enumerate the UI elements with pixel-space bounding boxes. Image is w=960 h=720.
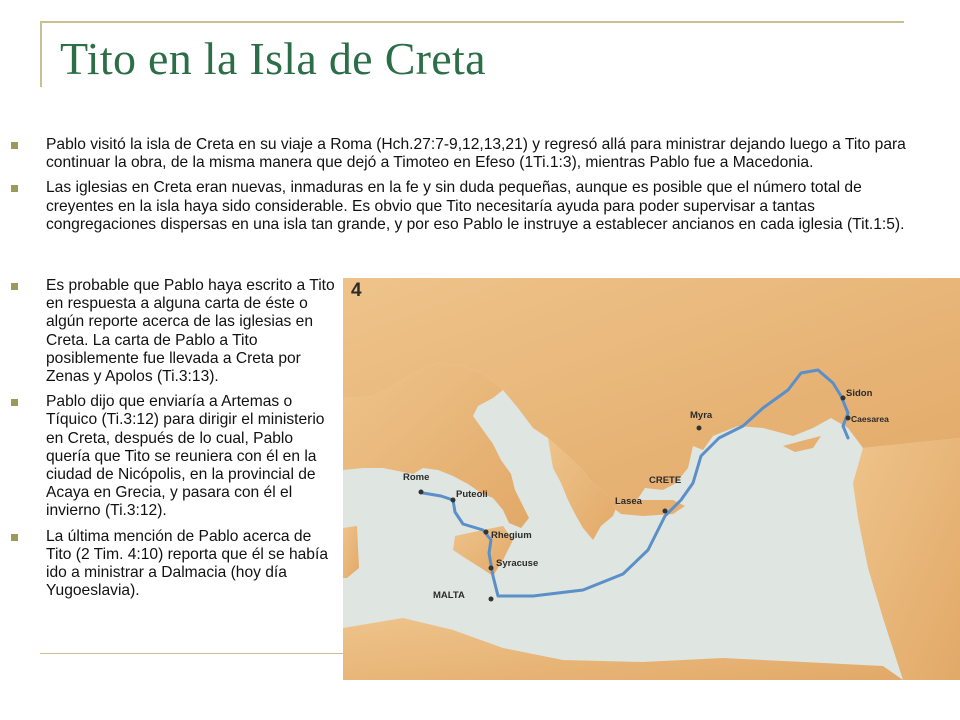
bullet-text: Pablo dijo que enviaría a Artemas o Tíquico (Ti.3:12) para dirigir el ministerio en Creta, después de lo cual, Pablo quería que Tito se reuniera con él en la ciudad de Nicópolis, en la provincial de Acaya en Grecia, y pasara con él el invierno (Ti.3:12).	[46, 393, 325, 520]
bullet-text: La última mención de Pablo acerca de Tito (2 Tim. 4:10) reporta que él se había ido a ministrar a Dalmacia (hoy día Yugoeslavia).	[46, 527, 328, 600]
bullet-text: Pablo visitó la isla de Creta en su viaje a Roma (Hch.27:7-9,12,13,21) y regresó allá para ministrar dejando luego a Tito para continuar la obra, de la misma manera que dejó a Timoteo en Efeso (1Ti.1:3), mientras Pablo fue a Macedonia.	[46, 136, 906, 172]
journey-map	[343, 278, 960, 680]
square-bullet-icon	[11, 142, 18, 149]
bullet-list-top	[8, 136, 928, 241]
bullet-list-left	[8, 277, 340, 607]
city-dot-rome	[419, 490, 424, 495]
list-item	[8, 277, 340, 386]
square-bullet-icon	[11, 185, 18, 192]
decorative-left-line	[40, 21, 42, 87]
map-label-caesarea: Caesarea	[851, 414, 889, 424]
decorative-top-line	[40, 21, 904, 23]
city-dot-myra	[697, 426, 702, 431]
decorative-bottom-line	[40, 653, 343, 654]
city-dot-puteoli	[451, 498, 456, 503]
map-label-puteoli: Puteoli	[456, 489, 488, 500]
city-dot-caesarea	[846, 416, 851, 421]
city-dot-malta	[489, 597, 494, 602]
square-bullet-icon	[11, 283, 18, 290]
city-dot-sidon	[841, 396, 846, 401]
city-dot-lasea	[663, 509, 668, 514]
map-label-malta: MALTA	[433, 590, 465, 601]
map-label-myra: Myra	[690, 410, 713, 421]
map-number-label: 4	[351, 280, 362, 301]
map-label-syracuse: Syracuse	[496, 558, 539, 569]
map-label-crete: CRETE	[649, 475, 682, 486]
list-item	[8, 179, 928, 234]
map-label-rome: Rome	[403, 472, 430, 483]
list-item	[8, 393, 340, 520]
slide-title: Tito en la Isla de Creta	[60, 33, 486, 84]
bullet-text: Es probable que Pablo haya escrito a Tito en respuesta a alguna carta de éste o algún reporte acerca de las iglesias en Creta. La carta de Pablo a Tito posiblemente fue llevada a Creta por Zenas y Apolos (Ti.3:13).	[46, 277, 335, 386]
city-dot-rhegium	[484, 530, 489, 535]
bullet-text: Las iglesias en Creta eran nuevas, inmaduras en la fe y sin duda pequeñas, aunque es posible que el número total de creyentes en la isla haya sido considerable. Es obvio que Tito necesitaría ayuda para poder supervisar a tantas congregaciones dispersas en una isla tan grande, y por eso Pablo le instruye a establecer ancianos en cada iglesia (Tit.1:5).	[46, 179, 905, 233]
square-bullet-icon	[11, 399, 18, 406]
map-label-rhegium: Rhegium	[491, 530, 532, 541]
city-dot-syracuse	[489, 566, 494, 571]
map-label-sidon: Sidon	[846, 388, 873, 399]
list-item	[8, 528, 340, 601]
square-bullet-icon	[11, 534, 18, 541]
list-item	[8, 136, 928, 172]
map-label-lasea: Lasea	[615, 496, 642, 507]
